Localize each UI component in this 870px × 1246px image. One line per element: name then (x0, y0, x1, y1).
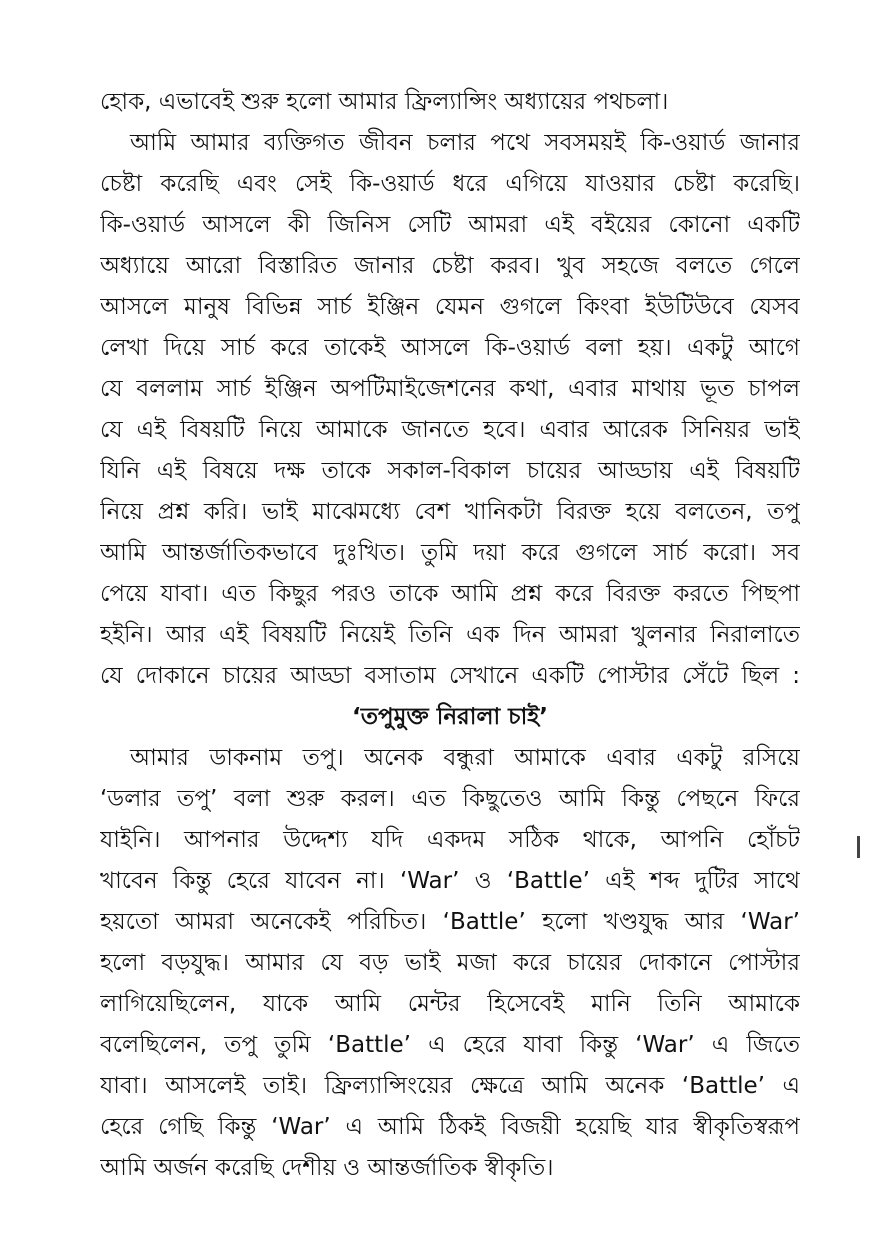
paragraph-3-line: বলেছিলেন, তপু তুমি ‘Battle’ এ হেরে যাবা কিন্তু ‘War’ এ জিতে (100, 1032, 800, 1058)
paragraph-1-line: হোক, এভাবেই শুরু হলো আমার ফ্রিল্যান্সিং অধ্যায়ের পথচলা। (100, 89, 669, 115)
paragraph-3-line: হলো বড়যুদ্ধ। আমার যে বড় ভাই মজা করে চায়ের দোকানে পোস্টার (100, 950, 800, 976)
page-body (100, 82, 800, 1189)
scan-edge-mark (857, 836, 860, 858)
paragraph-3-line: আমার ডাকনাম তপু। অনেক বন্ধুরা আমাকে এবার একটু রসিয়ে (130, 745, 800, 771)
paragraph-2-line: যিনি এই বিষয়ে দক্ষ তাকে সকাল-বিকাল চায়ের আড্ডায় এই বিষয়টি (100, 458, 800, 484)
paragraph-3-line: হেরে গেছি কিন্তু ‘War’ এ আমি ঠিকই বিজয়ী হয়েছি যার স্বীকৃতিস্বরূপ (100, 1114, 800, 1140)
paragraph-2-line: নিয়ে প্রশ্ন করি। ভাই মাঝেমধ্যে বেশ খানিকটা বিরক্ত হয়ে বলতেন, তপু (100, 499, 800, 525)
paragraph-2-line: আসলে মানুষ বিভিন্ন সার্চ ইঞ্জিন যেমন গুগলে কিংবা ইউটিউবে যেসব (100, 294, 800, 320)
paragraph-2-line: লেখা দিয়ে সার্চ করে তাকেই আসলে কি-ওয়ার্ড বলা হয়। একটু আগে (100, 335, 800, 361)
paragraph-2-line: হইনি। আর এই বিষয়টি নিয়েই তিনি এক দিন আমরা খুলনার নিরালাতে (100, 622, 800, 648)
paragraph-3-line: যাবা। আসলেই তাই। ফ্রিল্যান্সিংয়ের ক্ষেত্রে আমি অনেক ‘Battle’ এ (100, 1073, 800, 1099)
poster-heading: ‘তপুমুক্ত নিরালা চাই’ (352, 704, 548, 730)
paragraph-2-line: যে দোকানে চায়ের আড্ডা বসাতাম সেখানে একটি পোস্টার সেঁটে ছিল : (100, 663, 800, 689)
paragraph-2-line: পেয়ে যাবা। এত কিছুর পরও তাকে আমি প্রশ্ন করে বিরক্ত করতে পিছপা (100, 581, 800, 607)
paragraph-2-line: অধ্যায়ে আরো বিস্তারিত জানার চেষ্টা করব। খুব সহজে বলতে গেলে (100, 253, 800, 279)
paragraph-3-line: হয়তো আমরা অনেকেই পরিচিত। ‘Battle’ হলো খণ্ডযুদ্ধ আর ‘War’ (100, 909, 800, 935)
paragraph-2-line: যে এই বিষয়টি নিয়ে আমাকে জানতে হবে। এবার আরেক সিনিয়র ভাই (100, 417, 800, 443)
paragraph-3-line: যাইনি। আপনার উদ্দেশ্য যদি একদম সঠিক থাকে, আপনি হোঁচট (100, 827, 800, 853)
paragraph-2-line: আমি আমার ব্যক্তিগত জীবন চলার পথে সবসময়ই কি-ওয়ার্ড জানার (130, 130, 800, 156)
paragraph-3-line: আমি অর্জন করেছি দেশীয় ও আন্তর্জাতিক স্বীকৃতি। (100, 1155, 554, 1181)
paragraph-2-line: আমি আন্তর্জাতিকভাবে দুঃখিত। তুমি দয়া করে গুগলে সার্চ করো। সব (100, 540, 800, 566)
paragraph-3-line: লাগিয়েছিলেন, যাকে আমি মেন্টর হিসেবেই মানি তিনি আমাকে (100, 991, 800, 1017)
paragraph-2-line: কি-ওয়ার্ড আসলে কী জিনিস সেটি আমরা এই বইয়ের কোনো একটি (100, 212, 800, 238)
paragraph-3-line: ‘ডলার তপু’ বলা শুরু করল। এত কিছুতেও আমি কিন্তু পেছনে ফিরে (100, 786, 800, 812)
paragraph-2-line: যে বললাম সার্চ ইঞ্জিন অপটিমাইজেশনের কথা, এবার মাথায় ভূত চাপল (100, 376, 800, 402)
paragraph-2-line: চেষ্টা করেছি এবং সেই কি-ওয়ার্ড ধরে এগিয়ে যাওয়ার চেষ্টা করেছি। (100, 171, 800, 197)
paragraph-3-line: খাবেন কিন্তু হেরে যাবেন না। ‘War’ ও ‘Battle’ এই শব্দ দুটির সাথে (100, 868, 800, 894)
